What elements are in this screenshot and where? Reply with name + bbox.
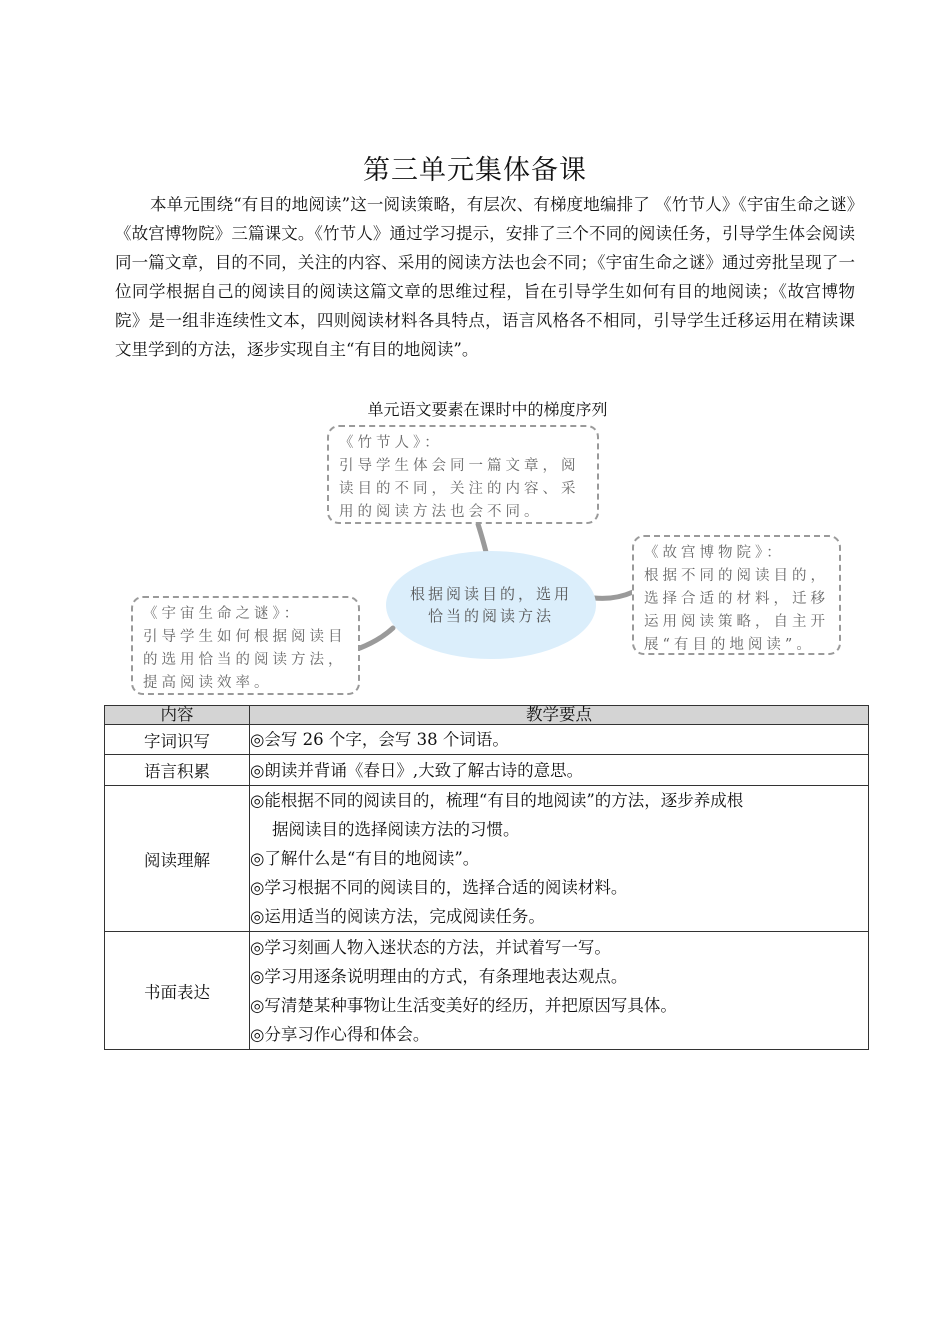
row-label: 字词识写 <box>105 725 250 755</box>
table-row <box>105 932 869 1050</box>
point-item: ◎朗读并背诵《春日》,大致了解古诗的意思。 <box>250 760 584 780</box>
point-item: ◎写清楚某种事物让生活变美好的经历，并把原因写具体。 <box>250 995 677 1015</box>
node-zhujieren <box>327 425 599 524</box>
row-label: 阅读理解 <box>105 786 250 932</box>
node-gugong <box>632 535 841 655</box>
node-zhujieren-title: 《竹节人》： <box>339 435 443 451</box>
page-title: 第三单元集体备课 <box>363 155 587 186</box>
connector-right <box>594 592 633 598</box>
row-points <box>250 932 869 1050</box>
header-points: 教学要点 <box>250 706 869 725</box>
point-item: ◎学习用逐条说明理由的方式，有条理地表达观点。 <box>250 966 628 986</box>
header-content: 内容 <box>105 706 250 725</box>
row-points <box>250 755 869 786</box>
point-item: ◎学习刻画人物入迷状态的方法，并试着写一写。 <box>250 937 611 957</box>
teaching-points-table <box>104 705 869 1050</box>
table-row <box>105 786 869 932</box>
point-item: ◎了解什么是“有目的地阅读”。 <box>250 849 480 868</box>
node-yuzhou-title: 《宇宙生命之谜》： <box>143 606 303 622</box>
point-item: ◎学习根据不同的阅读目的，选择合适的阅读材料。 <box>250 878 628 897</box>
connector-top <box>478 524 486 552</box>
row-points <box>250 786 869 932</box>
point-item: ◎运用适当的阅读方法，完成阅读任务。 <box>250 907 545 926</box>
node-yuzhou <box>131 596 360 695</box>
row-points <box>250 725 869 755</box>
connector-left <box>360 628 393 648</box>
intro-paragraph: 本单元围绕“有目的地阅读”这一阅读策略，有层次、有梯度地编排了 《竹节人》《宇宙生命之谜》《故宫博物院》三篇课文。《竹节人》通过学习提示，安排了三个不同的阅读任务，引导学生体会阅读同一篇文章，目的不同，关注的内容、采用的阅读方法也会不同；《宇宙生命之谜》通过旁批呈现了一位同学根据自己的阅读目的阅读这篇文章的思维过程，旨在引导学生如何有目的地阅读；《故宫博物院》是一组非连续性文本，四则阅读材料各具特点，语言风格各不相同，引导学生迁移运用在精读课文里学到的方法，逐步实现自主“有目的地阅读”。 <box>115 195 855 359</box>
center-bubble <box>386 551 596 659</box>
point-item: ◎会写 26 个字，会写 38 个词语。 <box>250 730 509 749</box>
node-gugong-title: 《故宫博物院》： <box>644 545 785 561</box>
node-yuzhou-text: 引导学生如何根据阅读目的选用恰当的阅读方法，提高阅读效率。 <box>143 629 347 691</box>
point-item: ◎能根据不同的阅读目的，梳理“有目的地阅读”的方法，逐步养成根 <box>250 791 744 810</box>
row-label: 书面表达 <box>105 932 250 1050</box>
table-header-row <box>105 706 869 725</box>
table-row <box>105 755 869 786</box>
node-zhujieren-text: 引导学生体会同一篇文章，阅读目的不同，关注的内容、采用的阅读方法也会不同。 <box>339 458 580 520</box>
center-bubble-text: 根据阅读目的，选用恰当的阅读方法 <box>409 585 572 625</box>
point-item: ◎分享习作心得和体会。 <box>250 1024 430 1044</box>
point-item-continued: 据阅读目的选择阅读方法的习惯。 <box>272 820 520 839</box>
table-row <box>105 725 869 755</box>
diagram-title: 单元语文要素在课时中的梯度序列 <box>367 400 608 419</box>
node-gugong-text: 根据不同的阅读目的，选择合适的材料，迁移运用阅读策略，自主开展“有目的地阅读”。 <box>644 568 829 653</box>
row-label: 语言积累 <box>105 755 250 786</box>
